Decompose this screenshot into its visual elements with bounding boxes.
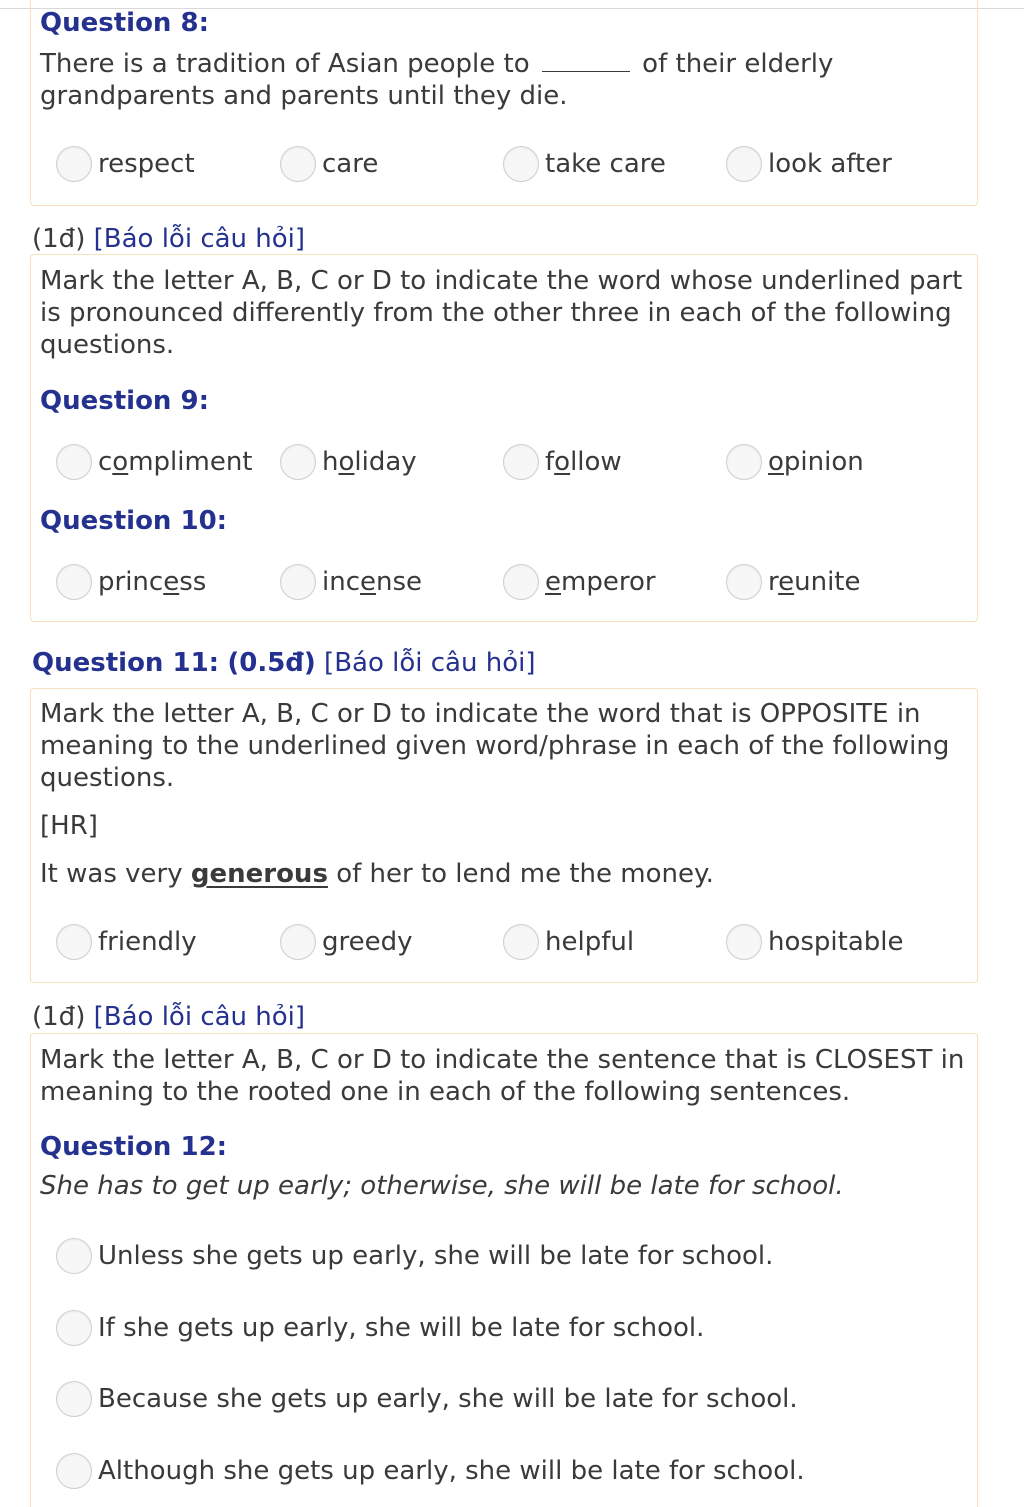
q11-option-a[interactable] — [56, 920, 197, 964]
radio-button[interactable] — [280, 924, 316, 960]
pronunciation-instruction-line-2: is pronounced differently from the other three in each of the following — [40, 298, 952, 328]
option-label: friendly — [98, 927, 197, 957]
radio-button[interactable] — [56, 1238, 92, 1274]
q8-option-a[interactable] — [56, 142, 195, 186]
question-9-label: Question 9: — [40, 386, 209, 416]
underlined-letter: o — [338, 447, 355, 477]
question-11-points: (0.5đ) — [227, 648, 316, 678]
question-12-label: Question 12: — [40, 1132, 228, 1162]
option-label: greedy — [322, 927, 413, 957]
q8-option-c[interactable] — [503, 142, 666, 186]
option-label: princess — [98, 567, 207, 597]
q12-option-d[interactable] — [56, 1449, 805, 1493]
section-pronunciation-header — [32, 224, 305, 254]
q12-option-c[interactable] — [56, 1377, 798, 1421]
underlined-letter: o — [112, 447, 129, 477]
pronunciation-instruction-line-3: questions. — [40, 330, 175, 360]
option-label: If she gets up early, she will be late for school. — [98, 1313, 705, 1343]
radio-button[interactable] — [56, 564, 92, 600]
option-label: holiday — [322, 447, 417, 477]
q12-option-b[interactable] — [56, 1306, 704, 1350]
sentence-after: of her to lend me the money. — [336, 859, 714, 889]
q10-option-a[interactable] — [56, 560, 206, 604]
points-value: (1đ) — [32, 1002, 86, 1032]
q10-option-d[interactable] — [726, 560, 861, 604]
underlined-letter: o — [554, 447, 571, 477]
option-label: compliment — [98, 447, 253, 477]
option-label: hospitable — [768, 927, 904, 957]
report-error-link[interactable]: [Báo lỗi câu hỏi] — [93, 1002, 306, 1032]
radio-button[interactable] — [726, 146, 762, 182]
q9-option-a[interactable] — [56, 440, 253, 484]
q9-option-b[interactable] — [280, 440, 417, 484]
radio-button[interactable] — [280, 564, 316, 600]
q8-option-d[interactable] — [726, 142, 892, 186]
option-label: helpful — [545, 927, 635, 957]
pronunciation-instruction-line-1: Mark the letter A, B, C or D to indicate the word whose underlined part — [40, 266, 963, 296]
underlined-word: generous — [190, 859, 328, 889]
q10-option-c[interactable] — [503, 560, 656, 604]
option-label: care — [322, 149, 379, 179]
question-10-label: Question 10: — [40, 506, 228, 536]
radio-button[interactable] — [280, 146, 316, 182]
question-8-text — [40, 48, 833, 80]
radio-button[interactable] — [726, 924, 762, 960]
option-label: Unless she gets up early, she will be late for school. — [98, 1241, 774, 1271]
radio-button[interactable] — [503, 564, 539, 600]
option-label: respect — [98, 149, 195, 179]
option-label: Although she gets up early, she will be late for school. — [98, 1456, 805, 1486]
option-label: incense — [322, 567, 423, 597]
radio-button[interactable] — [56, 1381, 92, 1417]
option-label: emperor — [545, 567, 656, 597]
q12-instruction-line-2: meaning to the rooted one in each of the following sentences. — [40, 1077, 851, 1107]
q10-option-b[interactable] — [280, 560, 422, 604]
option-label: Because she gets up early, she will be late for school. — [98, 1384, 798, 1414]
underlined-letter: e — [778, 567, 795, 597]
q11-hr-tag: [HR] — [40, 811, 98, 841]
radio-button[interactable] — [280, 444, 316, 480]
radio-button[interactable] — [726, 444, 762, 480]
underlined-letter: e — [163, 567, 180, 597]
option-label: reunite — [768, 567, 861, 597]
q12-option-a[interactable] — [56, 1234, 773, 1278]
option-label: take care — [545, 149, 666, 179]
radio-button[interactable] — [503, 924, 539, 960]
radio-button[interactable] — [503, 146, 539, 182]
q11-instruction-line-3: questions. — [40, 763, 175, 793]
underlined-letter: e — [545, 567, 561, 597]
option-label: follow — [545, 447, 622, 477]
q11-option-d[interactable] — [726, 920, 904, 964]
question-11-label: Question 11: — [32, 648, 220, 678]
q11-option-c[interactable] — [503, 920, 634, 964]
points-value: (1đ) — [32, 224, 86, 254]
answer-blank — [542, 49, 630, 72]
q9-option-d[interactable] — [726, 440, 864, 484]
underlined-letter: e — [360, 567, 376, 597]
radio-button[interactable] — [56, 1453, 92, 1489]
q11-sentence — [40, 858, 714, 890]
radio-button[interactable] — [503, 444, 539, 480]
report-error-link[interactable]: [Báo lỗi câu hỏi] — [324, 648, 536, 678]
radio-button[interactable] — [56, 146, 92, 182]
q11-instruction-line-2: meaning to the underlined given word/phrase in each of the following — [40, 731, 950, 761]
question-8-text-after: of their elderly — [642, 49, 834, 79]
q11-option-b[interactable] — [280, 920, 413, 964]
q12-instruction-line-1: Mark the letter A, B, C or D to indicate the sentence that is CLOSEST in — [40, 1045, 965, 1075]
underlined-letter: o — [768, 447, 784, 477]
question-11-header — [32, 648, 535, 678]
radio-button[interactable] — [726, 564, 762, 600]
q11-instruction-line-1: Mark the letter A, B, C or D to indicate the word that is OPPOSITE in — [40, 699, 921, 729]
radio-button[interactable] — [56, 444, 92, 480]
question-8-label: Question 8: — [40, 8, 209, 38]
option-label: look after — [768, 149, 892, 179]
option-label: opinion — [768, 447, 864, 477]
q12-sentence: She has to get up early; otherwise, she will be late for school. — [40, 1171, 844, 1201]
sentence-before: It was very — [40, 859, 183, 889]
report-error-link[interactable]: [Báo lỗi câu hỏi] — [93, 224, 306, 254]
q9-option-c[interactable] — [503, 440, 622, 484]
q8-option-b[interactable] — [280, 142, 378, 186]
section-closest-header — [32, 1002, 305, 1032]
radio-button[interactable] — [56, 1310, 92, 1346]
question-8-text-before: There is a tradition of Asian people to — [40, 49, 530, 79]
radio-button[interactable] — [56, 924, 92, 960]
question-8-text-line2: grandparents and parents until they die. — [40, 81, 568, 111]
